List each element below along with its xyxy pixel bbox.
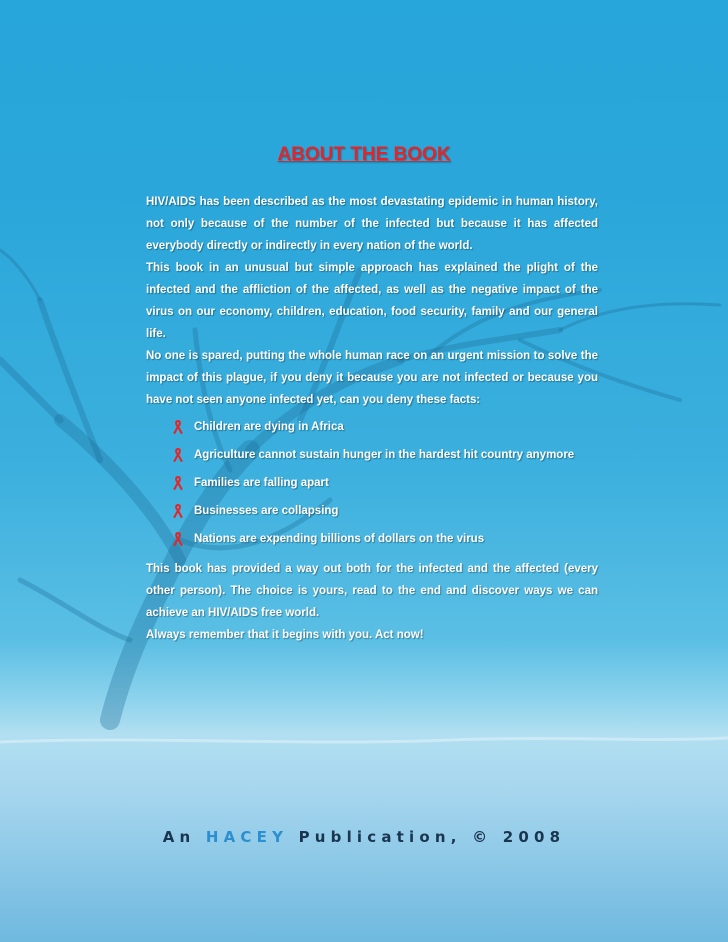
fact-item [172, 472, 598, 500]
fact-item [172, 528, 598, 556]
fact-text: Families are falling apart [194, 477, 329, 489]
fact-item [172, 444, 598, 472]
facts-list [146, 416, 598, 556]
fact-item [172, 500, 598, 528]
about-body [146, 191, 598, 646]
paragraph: HIV/AIDS has been described as the most devastating epidemic in human history, not only because of the number of the infected but because it has affected everybody directly or indirectly in every nation of the world. [146, 196, 598, 252]
paragraph: This book has provided a way out both for the infected and the affected (every other person). The choice is yours, read to the end and discover ways we can achieve an HIV/AIDS free world. [146, 563, 598, 619]
red-ribbon-icon [172, 420, 184, 434]
footer-suffix: Publication, © 2008 [298, 828, 566, 846]
fact-text: Nations are expending billions of dollars on the virus [194, 533, 485, 545]
fact-text: Agriculture cannot sustain hunger in the hardest hit country anymore [194, 449, 575, 461]
red-ribbon-icon [172, 504, 184, 518]
fact-text: Children are dying in Africa [194, 421, 344, 433]
red-ribbon-icon [172, 448, 184, 462]
paragraph: No one is spared, putting the whole human race on an urgent mission to solve the impact of this plague, if you deny it because you are not infected or because you have not seen anyone infected yet, can you deny these facts: [146, 350, 598, 406]
red-ribbon-icon [172, 532, 184, 546]
red-ribbon-icon [172, 476, 184, 490]
fact-text: Businesses are collapsing [194, 505, 339, 517]
footer-prefix: An [162, 828, 196, 846]
paragraph: This book in an unusual but simple approach has explained the plight of the infected and the affliction of the affected, as well as the negative impact of the virus on our economy, children, education, food security, family and our general life. [146, 262, 598, 340]
section-title: ABOUT THE BOOK [277, 144, 451, 165]
paragraph: Always remember that it begins with you. Act now! [146, 629, 424, 641]
publication-footer [0, 828, 728, 846]
fact-item [172, 416, 598, 444]
publisher-brand: HACEY [205, 828, 289, 846]
